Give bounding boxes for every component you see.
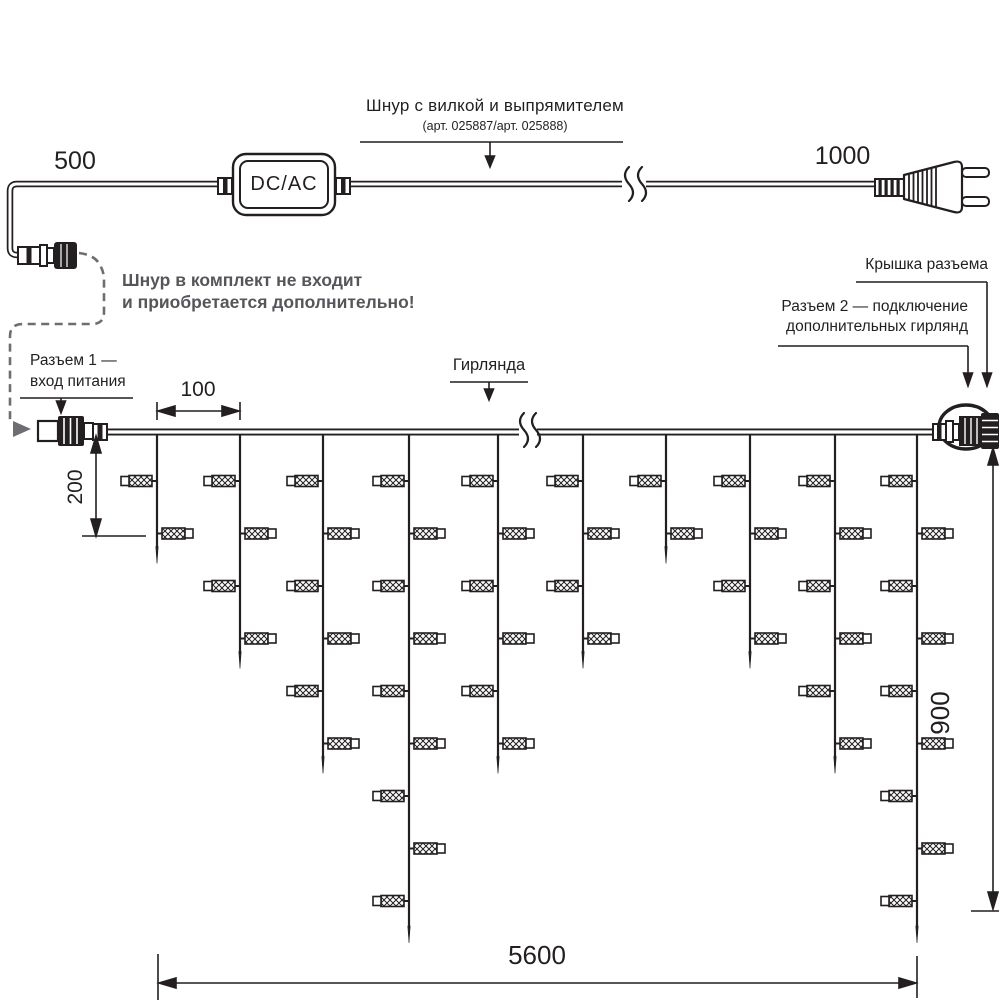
garland-label: Гирлянда <box>452 356 526 374</box>
bulb <box>881 686 917 697</box>
strands-group <box>121 434 953 943</box>
cord-label: Шнур с вилкой и выпрямителем <box>366 96 624 115</box>
bulb <box>799 581 835 592</box>
strand <box>373 434 445 943</box>
bulb <box>462 581 498 592</box>
bulb <box>240 528 276 539</box>
bulb <box>373 581 409 592</box>
not-included-note: Шнур в комплект не входит и приобретается дополнительно! <box>122 270 415 312</box>
bulb <box>583 528 619 539</box>
dim-100 <box>157 402 240 420</box>
bulb <box>666 528 702 539</box>
bulb <box>373 791 409 802</box>
bulb <box>799 476 835 487</box>
bulb <box>373 896 409 907</box>
connector2-icon <box>933 405 999 449</box>
bulb <box>157 528 193 539</box>
bulb <box>462 686 498 697</box>
bulb <box>750 528 786 539</box>
bulb <box>121 476 157 487</box>
bulb <box>799 686 835 697</box>
dim-500-label: 500 <box>54 147 96 175</box>
bulb <box>881 896 917 907</box>
mains-plug-icon <box>875 162 989 213</box>
bulb <box>409 633 445 644</box>
bulb <box>881 581 917 592</box>
bulb <box>498 738 534 749</box>
dim-200-label: 200 <box>64 469 87 505</box>
cap-label: Крышка разъема <box>865 256 988 273</box>
bulb <box>835 633 871 644</box>
bulb <box>462 476 498 487</box>
bulb <box>323 633 359 644</box>
garland-wire <box>108 413 932 447</box>
strand <box>799 434 871 774</box>
bulb <box>917 528 953 539</box>
bulb <box>409 528 445 539</box>
connector2-label: Разъем 2 — подключение дополнительных гирлянд <box>781 298 968 335</box>
power-cord-right <box>349 167 877 201</box>
strand <box>287 434 359 774</box>
bulb <box>835 528 871 539</box>
bulb <box>917 633 953 644</box>
wire-break-icon <box>520 413 540 447</box>
bulb <box>409 843 445 854</box>
bulb <box>287 686 323 697</box>
strand <box>204 434 276 669</box>
bulb <box>373 686 409 697</box>
cord-article-label: (арт. 025887/арт. 025888) <box>422 119 568 133</box>
bulb <box>714 476 750 487</box>
strand <box>547 434 619 669</box>
strand <box>121 434 193 564</box>
dim-900 <box>971 448 999 911</box>
bulb <box>881 476 917 487</box>
not-included-dashed-path <box>10 253 104 437</box>
bulb <box>835 738 871 749</box>
strand <box>630 434 702 564</box>
bulb <box>204 581 240 592</box>
gray-arrow-icon <box>13 421 31 437</box>
bulb <box>287 476 323 487</box>
bulb <box>583 633 619 644</box>
bulb <box>498 528 534 539</box>
cord-end-connector-icon <box>18 242 77 269</box>
bulb <box>917 843 953 854</box>
connector1-label: Разъем 1 — вход питания <box>30 352 126 390</box>
bulb <box>630 476 666 487</box>
bulb <box>714 581 750 592</box>
dim-1000-label: 1000 <box>814 142 871 170</box>
bulb <box>409 738 445 749</box>
bulb <box>547 581 583 592</box>
strand <box>714 434 786 669</box>
dim-5600-label: 5600 <box>508 940 566 970</box>
bulb <box>547 476 583 487</box>
dim-100-label: 100 <box>180 378 216 401</box>
strand <box>462 434 534 774</box>
bulb <box>204 476 240 487</box>
bulb <box>881 791 917 802</box>
bulb <box>240 633 276 644</box>
bulb <box>373 476 409 487</box>
dim-900-label: 900 <box>925 691 955 735</box>
cord-break-icon <box>625 167 646 201</box>
dcac-label: DC/AC <box>250 173 318 195</box>
bulb <box>287 581 323 592</box>
bulb <box>750 633 786 644</box>
bulb <box>498 633 534 644</box>
bulb <box>323 528 359 539</box>
bulb <box>323 738 359 749</box>
